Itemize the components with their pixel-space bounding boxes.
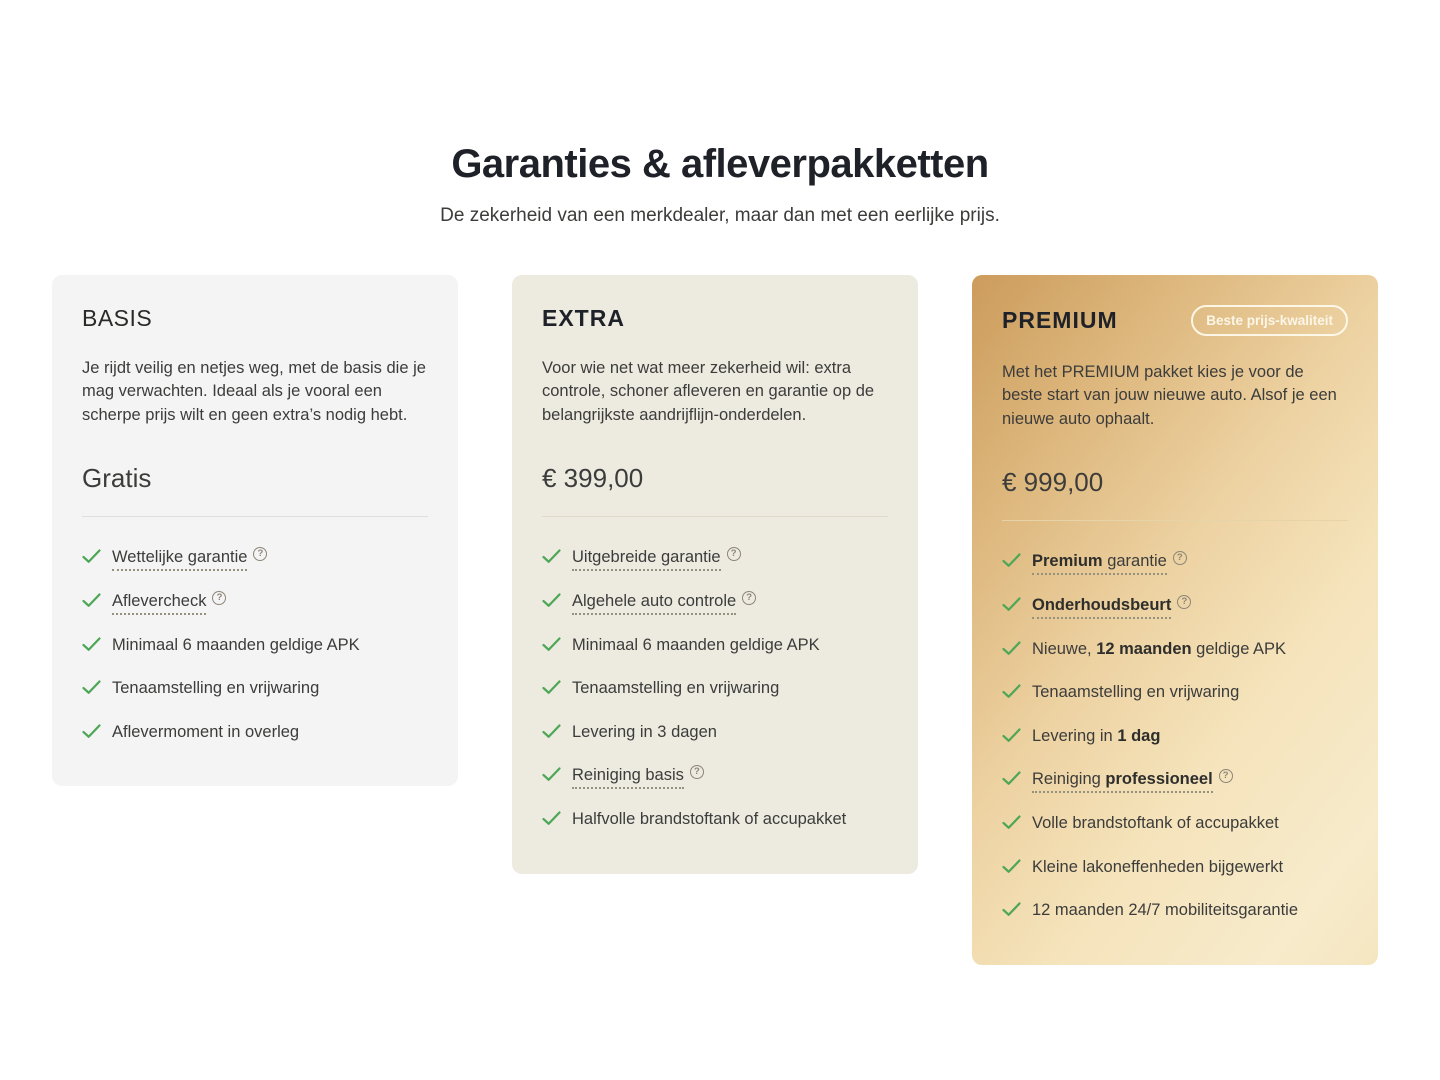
divider <box>82 516 428 517</box>
feature-link[interactable] <box>1032 596 1171 619</box>
feature-item <box>1002 900 1348 923</box>
check-icon <box>542 767 561 788</box>
check-icon <box>1002 597 1021 618</box>
check-icon <box>1002 684 1021 705</box>
feature-text <box>572 635 820 656</box>
feature-link[interactable] <box>1032 770 1213 793</box>
feature-item <box>1002 857 1348 880</box>
feature-text <box>1032 639 1286 660</box>
feature-segment: 1 dag <box>1117 726 1161 745</box>
package-card-header <box>82 305 428 332</box>
feature-item <box>542 765 888 788</box>
feature-text <box>572 722 717 743</box>
check-icon <box>1002 553 1021 574</box>
feature-link[interactable] <box>572 766 684 789</box>
feature-text <box>572 765 704 786</box>
feature-text <box>572 678 779 699</box>
feature-item <box>542 809 888 832</box>
feature-list <box>1002 551 1348 923</box>
package-price: € 399,00 <box>542 463 644 494</box>
feature-item <box>542 635 888 658</box>
check-icon <box>542 724 561 745</box>
feature-segment: Volle brandstoftank of accupakket <box>1032 814 1279 833</box>
help-icon[interactable]: ? <box>212 591 226 605</box>
check-icon <box>542 593 561 614</box>
feature-segment: Levering in 3 dagen <box>572 722 717 741</box>
feature-text <box>112 678 319 699</box>
feature-segment: 12 maanden <box>1096 639 1192 658</box>
package-title: PREMIUM <box>1002 307 1118 333</box>
feature-item <box>82 635 428 658</box>
feature-segment: Algehele auto controle <box>572 591 737 610</box>
feature-text <box>1032 900 1298 921</box>
feature-text <box>1032 857 1283 878</box>
feature-item <box>82 678 428 701</box>
feature-text <box>572 809 846 830</box>
feature-segment: Levering in <box>1032 726 1118 745</box>
feature-segment: Uitgebreide garantie <box>572 548 721 567</box>
check-icon <box>1002 902 1021 923</box>
check-icon <box>1002 641 1021 662</box>
help-icon[interactable]: ? <box>253 547 267 561</box>
feature-segment: Onderhoudsbeurt <box>1032 595 1172 614</box>
feature-segment: Aflevermoment in overleg <box>112 722 300 741</box>
check-icon <box>542 549 561 570</box>
help-icon[interactable]: ? <box>1177 595 1191 609</box>
feature-item <box>542 547 888 570</box>
help-icon[interactable]: ? <box>727 547 741 561</box>
package-price: Gratis <box>82 463 152 494</box>
feature-text <box>1032 813 1279 834</box>
feature-segment: Tenaamstelling en vrijwaring <box>112 679 320 698</box>
feature-link[interactable] <box>572 548 721 571</box>
feature-segment: 12 maanden 24/7 mobiliteitsgarantie <box>1032 901 1299 920</box>
feature-segment: Kleine lakoneffenheden bijgewerkt <box>1032 857 1284 876</box>
feature-item <box>542 722 888 745</box>
feature-text <box>112 635 360 656</box>
feature-list <box>542 547 888 831</box>
feature-list <box>82 547 428 744</box>
feature-item <box>1002 682 1348 705</box>
package-description: Met het PREMIUM pakket kies je voor de beste start van jouw nieuwe auto. Alsof je een nieuwe auto ophaalt. <box>1002 363 1337 428</box>
divider <box>542 516 888 517</box>
package-card-header <box>542 305 888 332</box>
page-title: Garanties & afleverpakketten <box>451 142 989 186</box>
feature-text <box>1032 551 1187 572</box>
feature-item <box>82 547 428 570</box>
feature-item <box>1002 726 1348 749</box>
help-icon[interactable]: ? <box>1173 551 1187 565</box>
page-header <box>0 0 1440 227</box>
feature-text <box>112 547 267 568</box>
package-card-header <box>1002 305 1348 336</box>
feature-text <box>1032 726 1160 747</box>
check-icon <box>82 680 101 701</box>
feature-segment: Nieuwe, <box>1032 639 1097 658</box>
package-cards <box>0 275 1440 965</box>
check-icon <box>82 637 101 658</box>
check-icon <box>542 637 561 658</box>
feature-segment: geldige APK <box>1191 639 1287 658</box>
check-icon <box>82 549 101 570</box>
feature-item <box>82 591 428 614</box>
check-icon <box>82 593 101 614</box>
feature-segment: Reiniging <box>1032 770 1106 789</box>
page-subtitle: De zekerheid van een merkdealer, maar dan met een eerlijke prijs. <box>440 205 1000 226</box>
check-icon <box>82 724 101 745</box>
package-card-premium <box>972 275 1378 965</box>
check-icon <box>1002 728 1021 749</box>
best-value-badge: Beste prijs-kwaliteit <box>1191 305 1348 336</box>
feature-item <box>1002 639 1348 662</box>
feature-text <box>112 591 226 612</box>
check-icon <box>1002 815 1021 836</box>
feature-link[interactable] <box>572 592 736 615</box>
feature-text <box>572 547 741 568</box>
feature-segment: Premium <box>1032 552 1103 571</box>
check-icon <box>542 811 561 832</box>
feature-segment: Halfvolle brandstoftank of accupakket <box>572 810 847 829</box>
package-description: Je rijdt veilig en netjes weg, met de basis die je mag verwachten. Ideaal als je vooral een scherpe prijs wilt en geen extra’s nodig hebt. <box>82 359 426 424</box>
package-title: EXTRA <box>542 305 625 331</box>
feature-link[interactable] <box>112 592 206 615</box>
feature-text <box>112 722 299 743</box>
feature-segment: professioneel <box>1105 770 1213 789</box>
feature-segment: Tenaamstelling en vrijwaring <box>1032 683 1240 702</box>
help-icon[interactable]: ? <box>690 765 704 779</box>
feature-item <box>542 678 888 701</box>
help-icon[interactable]: ? <box>742 591 756 605</box>
feature-segment: Tenaamstelling en vrijwaring <box>572 679 780 698</box>
help-icon[interactable]: ? <box>1219 769 1233 783</box>
feature-segment: Minimaal 6 maanden geldige APK <box>112 635 360 654</box>
feature-text <box>1032 769 1233 790</box>
package-price: € 999,00 <box>1002 467 1104 498</box>
package-description: Voor wie net wat meer zekerheid wil: extra controle, schoner afleveren en garantie op de belangrijkste aandrijflijn-onderdelen. <box>542 359 875 424</box>
feature-item <box>542 591 888 614</box>
feature-link[interactable] <box>1032 552 1167 575</box>
check-icon <box>542 680 561 701</box>
feature-item <box>1002 769 1348 792</box>
package-card-extra <box>512 275 918 874</box>
feature-text <box>1032 682 1239 703</box>
feature-text <box>572 591 756 612</box>
feature-item <box>82 722 428 745</box>
package-card-basis <box>52 275 458 786</box>
feature-segment: Aflevercheck <box>112 591 207 610</box>
feature-segment: Wettelijke garantie <box>112 548 248 567</box>
feature-link[interactable] <box>112 548 247 571</box>
divider <box>1002 520 1348 521</box>
feature-segment: Minimaal 6 maanden geldige APK <box>572 635 820 654</box>
feature-item <box>1002 551 1348 574</box>
package-title: BASIS <box>82 305 153 331</box>
check-icon <box>1002 771 1021 792</box>
feature-segment: Reiniging basis <box>572 766 684 785</box>
feature-segment: garantie <box>1102 552 1167 571</box>
feature-text <box>1032 595 1191 616</box>
check-icon <box>1002 859 1021 880</box>
feature-item <box>1002 813 1348 836</box>
feature-item <box>1002 595 1348 618</box>
